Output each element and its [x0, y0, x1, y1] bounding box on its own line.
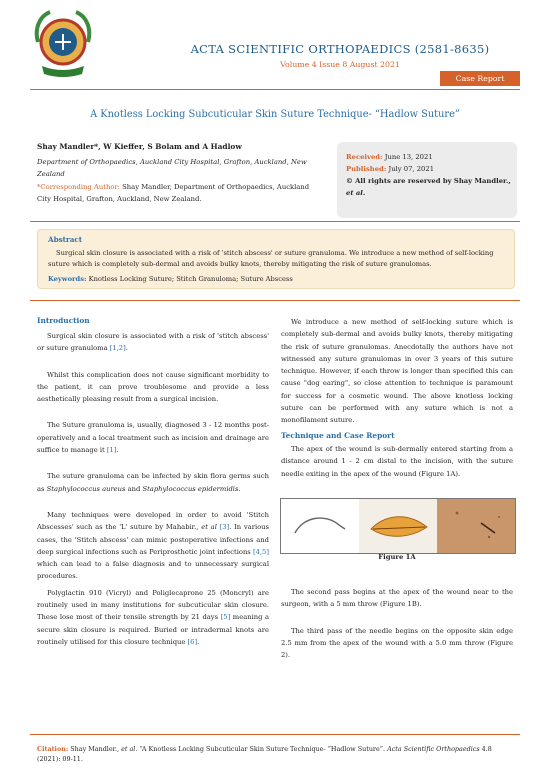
footer-rule [30, 734, 520, 735]
published-date: July 07, 2021 [386, 165, 435, 173]
corresponding-text: Shay Mandler, Department of Orthopaedics, Auckland City Hospital, Grafton, Auckland, New Zealand. [37, 183, 310, 203]
intro-paragraph-4: The suture granuloma can be infected by skin flora germs such as Staphylococcus aureus and Staphylococcus epidermidis. [37, 472, 269, 493]
intro-paragraph-1: Surgical skin closure is associated with a risk of 'stitch abscess' or suture granuloma [1,2]. [37, 332, 269, 353]
abstract-heading: Abstract [48, 235, 83, 244]
article-title: A Knotless Locking Subcuticular Skin Suture Technique- “Hadlow Suture” [90, 109, 460, 120]
corresponding-author [37, 181, 317, 205]
keywords [48, 275, 506, 283]
left-column [37, 330, 269, 648]
right-column-mid [281, 443, 513, 480]
published-label: Published: [346, 165, 387, 173]
technique-paragraph-1: The apex of the wound is sub-dermally entered starting from a distance around 1 - 2 cm distal to the incision, with the suture needle exiting in the apex of the wound (Figure 1A). [281, 445, 513, 478]
figure-1a-caption: Figure 1A [378, 553, 416, 561]
technique-heading: Technique and Case Report [281, 431, 395, 440]
intro-paragraph-3: The Suture granuloma is, usually, diagnosed 3 - 12 months post-operatively and a local treatment such as incision and drainage are suffice to manage it [1]. [37, 421, 269, 455]
received-date: June 13, 2021 [382, 153, 433, 161]
received-label: Received: [346, 153, 383, 161]
affiliation: Department of Orthopaedics, Auckland City Hospital, Grafton, Auckland, New Zealand [37, 158, 307, 178]
journal-title: ACTA SCIENTIFIC ORTHOPAEDICS (2581-8635) [190, 42, 490, 56]
abstract-text: Surgical skin closure is associated with a risk of 'stitch abscess' or suture granuloma. We introduce a new method of self-locking suture which is completely sub-dermal and avoids bulky knots, thereby mitigating the risk of suture granulomas. [48, 249, 494, 268]
keywords-text: Knotless Locking Suture; Stitch Granuloma; Suture Abscess [86, 275, 293, 283]
abstract-rule [30, 300, 520, 301]
rights-etal: et al. [346, 189, 366, 197]
right-column-top [281, 316, 513, 427]
rights-text: © All rights are reserved by Shay Mandler., [346, 177, 511, 185]
corresponding-label: *Corresponding Author: [37, 183, 120, 191]
method-paragraph-1: We introduce a new method of self-locking suture which is completely sub-dermal and avoids bulky knots, thereby mitigating the risk of suture granulomas. Anecdotally the authors have not witnessed any suture granulomas in over 3 years of this suture technique. However, if each throw is longer than specified this can cause "dog earing", so close attention to technique is paramount for success for a cosmetic wound. The above knotless locking suture can be performed with any suture which is not a monofilament suture. [281, 318, 513, 425]
intro-paragraph-6: Polyglactin 910 (Vicryl) and Poliglecaprone 25 (Moncryl) are routinely used in many institutions for subcuticular skin closure. These lose most of their tensile strength by 21 days [5] meaning a secure skin closure is required. Buried or intradermal knots are routinely utilised for this closure technique [6]. [37, 588, 269, 646]
introduction-heading: Introduction [37, 316, 90, 325]
title-rule [30, 221, 520, 222]
figure-1a [280, 498, 516, 554]
keywords-label: Keywords: [48, 275, 87, 283]
article-type-badge: Case Report [440, 71, 520, 86]
right-column-bottom [281, 586, 513, 661]
author-list: Shay Mandler*, W Kieffer, S Bolam and A Hadlow [37, 142, 242, 151]
journal-logo [30, 8, 96, 80]
volume-issue: Volume 4 Issue 8 August 2021 [280, 60, 400, 69]
article-dates [346, 151, 516, 199]
intro-paragraph-2: Whilst this complication does not cause significant morbidity to the patient, it can prove troublesome and provide a less aesthetically pleasing result from a surgical incision. [37, 370, 269, 404]
citation: Citation: Shay Mandler., et al. “A Knotless Locking Subcuticular Skin Suture Technique- “Hadlow Suture”. Acta Scientific Orthopaedics 4.8 (2021): 09-11. [37, 745, 492, 763]
technique-paragraph-3: The third pass of the needle begins on the opposite skin edge 2.5 mm from the apex of the wound with a 5.0 mm throw (Figure 2). [281, 626, 513, 660]
technique-paragraph-2: The second pass begins at the apex of the wound near to the surgeon, with a 5 mm throw (Figure 1B). [281, 588, 513, 609]
header-rule [30, 89, 520, 90]
intro-paragraph-5: Many techniques were developed in order to avoid 'Stitch Abscesses' such as the 'L' suture by Mahabir., et al [3]. In various cases, the 'Stitch abscess' can mimic postoperative infections and deep surgical infections such as Periprosthetic joint infections [4,5] which can lead to a false diagnosis and to unnecessary surgical procedures. [37, 510, 269, 581]
